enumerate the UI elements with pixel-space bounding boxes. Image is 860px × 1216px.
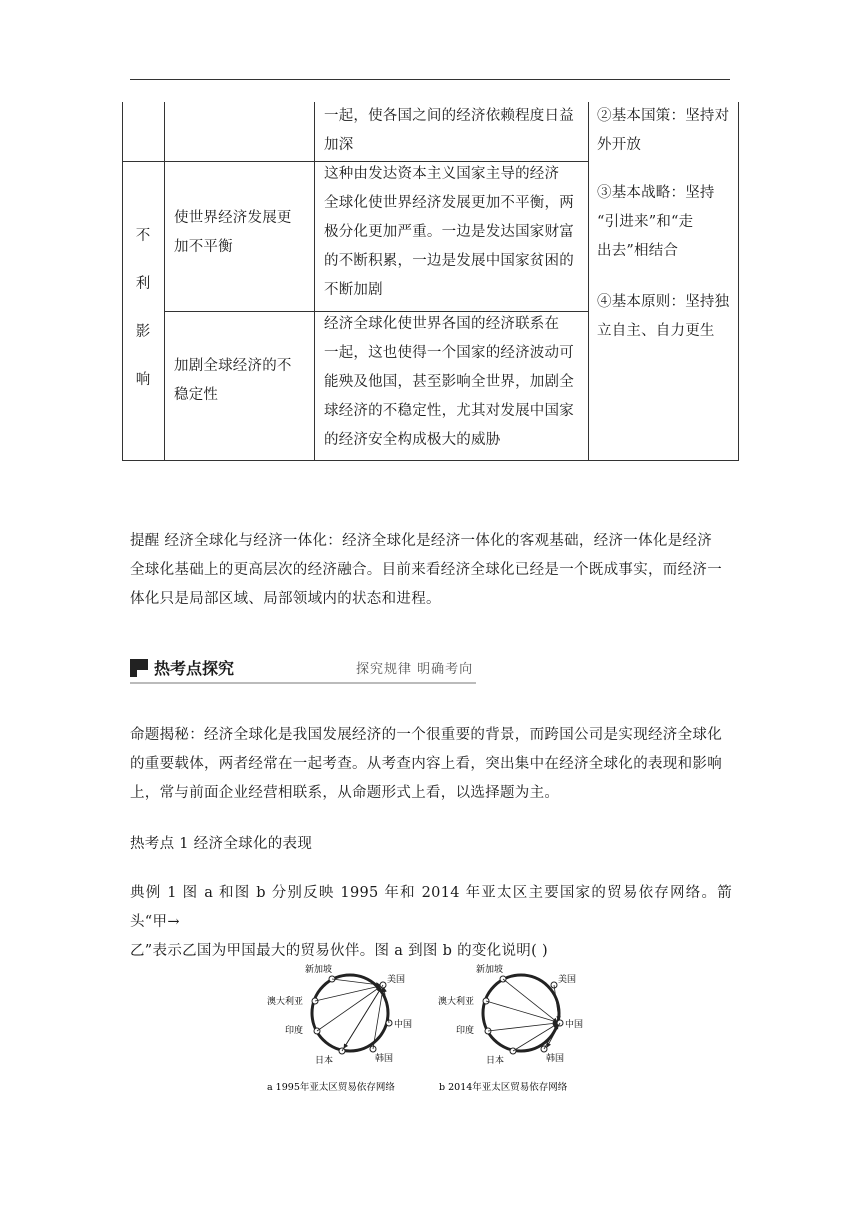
trade-network-svg: [255, 957, 600, 1097]
table-policy-item2: ②基本国策：坚持对 外开放: [597, 108, 730, 153]
node-label-australia: 澳大利亚: [267, 997, 304, 1007]
node-label-india: 印度: [285, 1026, 304, 1036]
intro-paragraph: 命题揭秘：经济全球化是我国发展经济的一个很重要的背景，而跨国公司是实现经济全球化 的重要载体，两者经常在一起考查。从考查内容上看，突出集中在经济全球化的表现和影响 上，常与前面企业经营相联系，从命题形式上看，以选择题为主。: [130, 727, 722, 801]
table-row1-desc: 这种由发达资本主义国家主导的经济 全球化使世界经济发展更加不平衡，两 极分化更加严重。一边是发达国家财富 的不断积累，一边是发展中国家贫困的 不断加剧: [324, 166, 574, 298]
network-diagram-a: [267, 963, 412, 1093]
table-policy-item3: ③基本战略：坚持 “引进来”和“走 出去”相结合: [597, 185, 715, 259]
node-label-korea-b: 韩国: [546, 1054, 565, 1064]
reminder-paragraph: 提醒 经济全球化与经济一体化：经济全球化是经济一体化的客观基础，经济一体化是经济 全球化基础上的更高层次的经济融合。目前来看经济全球化已经是一个既成事实，而经济一 体化只是局部区域、局部领域内的状态和进程。: [130, 533, 722, 607]
header-rule: [130, 79, 730, 80]
node-label-usa-b: 美国: [558, 975, 577, 985]
table-row2-title: 加剧全球经济的不 稳定性: [174, 358, 292, 403]
comparison-table: [122, 102, 739, 461]
node-label-singapore: 新加坡: [305, 965, 333, 975]
node-label-singapore-b: 新加坡: [476, 965, 504, 975]
table-policy-item4: ④基本原则：坚持独 立自主、自力更生: [597, 294, 730, 339]
node-label-china-b: 中国: [565, 1020, 584, 1030]
table-row0-desc: 一起，使各国之间的经济依赖程度日益 加深: [324, 108, 574, 153]
section-subtitle: 探究规律 明确考向: [356, 662, 474, 677]
caption-a: a 1995年亚太区贸易依存网络: [267, 1082, 395, 1093]
node-label-japan: 日本: [315, 1056, 334, 1066]
example-question: 典例 1 图 a 和图 b 分别反映 1995 年和 2014 年亚太区主要国家的贸易依存网络。箭头“甲→ 乙”表示乙国为甲国最大的贸易伙伴。图 a 到图 b 的变化说明( ): [130, 885, 732, 959]
node-label-korea: 韩国: [375, 1054, 394, 1064]
table-row1-title: 使世界经济发展更 加不平衡: [174, 210, 292, 255]
section-marker-icon: [130, 659, 148, 677]
node-label-australia-b: 澳大利亚: [438, 997, 475, 1007]
node-label-india-b: 印度: [456, 1026, 475, 1036]
caption-b: b 2014年亚太区贸易依存网络: [439, 1082, 568, 1093]
section-header: [130, 654, 476, 684]
table-group-label: 不 利 影 响: [135, 228, 151, 388]
node-label-usa: 美国: [387, 975, 406, 985]
trade-network-figure: [255, 957, 600, 1097]
section-title: 热考点探究: [154, 659, 235, 678]
table-row2-desc: 经济全球化使世界各国的经济联系在 一起，这也使得一个国家的经济波动可 能殃及他国，甚至影响全世界，加剧全 球经济的不稳定性，尤其对发展中国家 的经济安全构成极大的威胁: [324, 316, 574, 448]
node-label-china: 中国: [394, 1020, 413, 1030]
node-label-japan-b: 日本: [486, 1056, 505, 1066]
hotpoint-heading: 热考点 1 经济全球化的表现: [130, 836, 313, 852]
network-diagram-b: [438, 963, 583, 1093]
